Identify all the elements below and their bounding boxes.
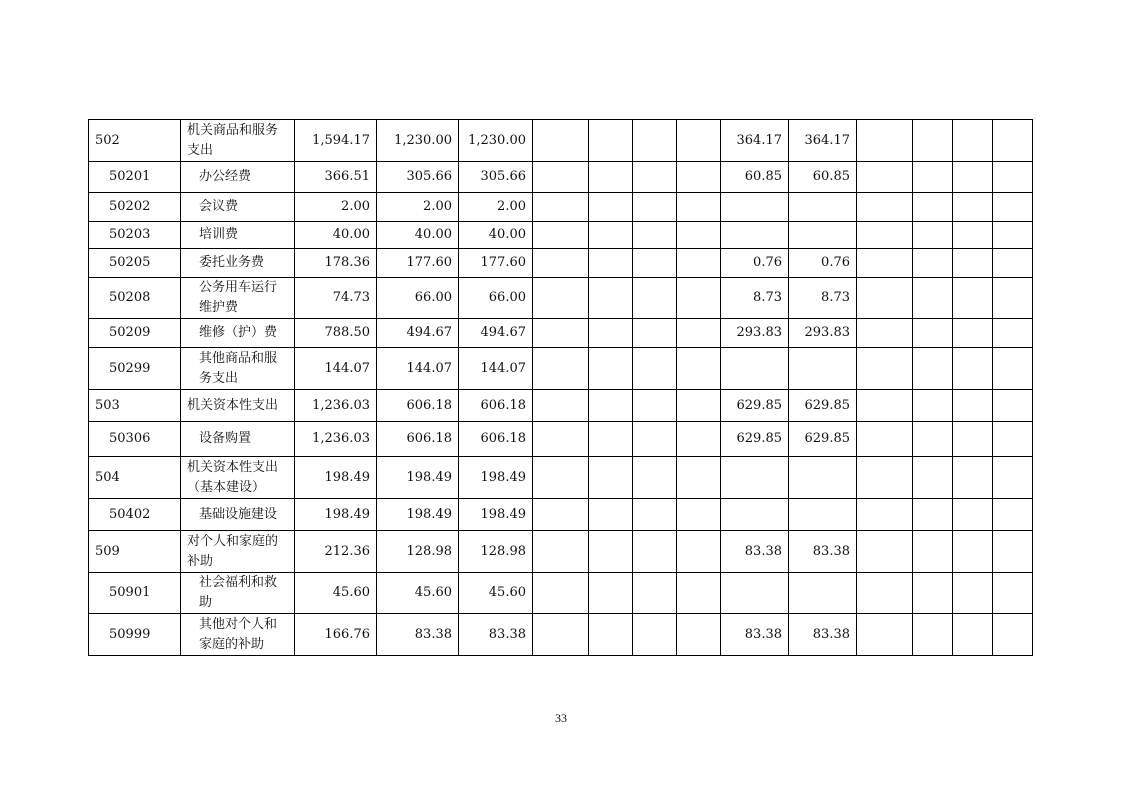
amount-cell: 166.76 <box>295 614 377 656</box>
amount-cell: 178.36 <box>295 249 377 278</box>
table-row <box>89 457 1033 499</box>
amount-cell <box>533 573 589 614</box>
amount-cell: 305.66 <box>377 162 459 193</box>
amount-cell: 606.18 <box>377 422 459 457</box>
table-row <box>89 499 1033 531</box>
amount-cell: 83.38 <box>721 531 789 573</box>
table-row <box>89 614 1033 656</box>
amount-cell <box>857 348 913 390</box>
amount-cell: 788.50 <box>295 319 377 348</box>
amount-cell <box>589 162 633 193</box>
amount-cell <box>533 120 589 162</box>
amount-cell: 198.49 <box>377 499 459 531</box>
account-code-cell: 50299 <box>89 348 181 390</box>
amount-cell: 144.07 <box>459 348 533 390</box>
account-code-cell: 50203 <box>89 222 181 249</box>
account-code-cell: 502 <box>89 120 181 162</box>
amount-cell: 128.98 <box>459 531 533 573</box>
amount-cell: 293.83 <box>721 319 789 348</box>
amount-cell <box>589 120 633 162</box>
amount-cell: 128.98 <box>377 531 459 573</box>
amount-cell: 45.60 <box>377 573 459 614</box>
amount-cell <box>953 319 993 348</box>
amount-cell <box>633 573 677 614</box>
account-name-cell: 其他对个人和家庭的补助 <box>181 614 295 656</box>
amount-cell <box>677 531 721 573</box>
amount-cell <box>677 193 721 222</box>
amount-cell <box>589 249 633 278</box>
amount-cell: 629.85 <box>789 422 857 457</box>
account-code-cell: 50208 <box>89 278 181 319</box>
amount-cell <box>721 193 789 222</box>
amount-cell <box>533 614 589 656</box>
account-code-cell: 50999 <box>89 614 181 656</box>
amount-cell <box>633 193 677 222</box>
amount-cell <box>677 222 721 249</box>
account-code-cell: 50201 <box>89 162 181 193</box>
amount-cell: 293.83 <box>789 319 857 348</box>
amount-cell: 494.67 <box>377 319 459 348</box>
amount-cell <box>993 614 1033 656</box>
amount-cell <box>953 348 993 390</box>
amount-cell: 2.00 <box>377 193 459 222</box>
account-code-cell: 503 <box>89 390 181 422</box>
account-name-cell: 培训费 <box>181 222 295 249</box>
amount-cell <box>633 531 677 573</box>
amount-cell <box>589 499 633 531</box>
amount-cell: 198.49 <box>459 499 533 531</box>
amount-cell <box>993 162 1033 193</box>
amount-cell <box>953 162 993 193</box>
account-name-cell: 办公经费 <box>181 162 295 193</box>
amount-cell <box>857 573 913 614</box>
amount-cell <box>993 120 1033 162</box>
amount-cell <box>677 573 721 614</box>
amount-cell <box>913 120 953 162</box>
amount-cell: 83.38 <box>721 614 789 656</box>
account-name-cell: 基础设施建设 <box>181 499 295 531</box>
amount-cell <box>953 457 993 499</box>
amount-cell <box>633 249 677 278</box>
table-row <box>89 531 1033 573</box>
amount-cell: 198.49 <box>295 457 377 499</box>
account-name-cell: 维修（护）费 <box>181 319 295 348</box>
account-code-cell: 50209 <box>89 319 181 348</box>
amount-cell <box>913 457 953 499</box>
amount-cell: 2.00 <box>459 193 533 222</box>
amount-cell: 1,230.00 <box>377 120 459 162</box>
amount-cell <box>633 278 677 319</box>
amount-cell <box>993 278 1033 319</box>
amount-cell <box>993 319 1033 348</box>
amount-cell: 177.60 <box>459 249 533 278</box>
amount-cell: 40.00 <box>459 222 533 249</box>
amount-cell: 60.85 <box>789 162 857 193</box>
amount-cell: 494.67 <box>459 319 533 348</box>
amount-cell <box>633 422 677 457</box>
amount-cell <box>677 249 721 278</box>
amount-cell <box>589 573 633 614</box>
amount-cell <box>857 319 913 348</box>
amount-cell <box>993 499 1033 531</box>
amount-cell <box>589 390 633 422</box>
amount-cell <box>633 319 677 348</box>
account-code-cell: 50202 <box>89 193 181 222</box>
amount-cell <box>993 222 1033 249</box>
amount-cell: 629.85 <box>721 390 789 422</box>
amount-cell: 364.17 <box>789 120 857 162</box>
amount-cell <box>993 348 1033 390</box>
account-code-cell: 50205 <box>89 249 181 278</box>
table-row <box>89 249 1033 278</box>
amount-cell <box>953 573 993 614</box>
amount-cell: 629.85 <box>721 422 789 457</box>
amount-cell: 66.00 <box>459 278 533 319</box>
account-name-cell: 公务用车运行维护费 <box>181 278 295 319</box>
amount-cell: 1,230.00 <box>459 120 533 162</box>
amount-cell: 0.76 <box>721 249 789 278</box>
amount-cell <box>913 278 953 319</box>
page-number: 33 <box>555 711 567 725</box>
table-row <box>89 422 1033 457</box>
amount-cell: 0.76 <box>789 249 857 278</box>
amount-cell: 144.07 <box>377 348 459 390</box>
amount-cell <box>857 120 913 162</box>
amount-cell <box>589 348 633 390</box>
amount-cell: 629.85 <box>789 390 857 422</box>
amount-cell <box>857 457 913 499</box>
amount-cell <box>857 614 913 656</box>
amount-cell: 366.51 <box>295 162 377 193</box>
amount-cell <box>789 193 857 222</box>
amount-cell <box>913 531 953 573</box>
amount-cell <box>721 457 789 499</box>
amount-cell: 212.36 <box>295 531 377 573</box>
amount-cell <box>721 222 789 249</box>
amount-cell: 66.00 <box>377 278 459 319</box>
account-name-cell: 其他商品和服务支出 <box>181 348 295 390</box>
amount-cell: 305.66 <box>459 162 533 193</box>
account-name-cell: 社会福利和救助 <box>181 573 295 614</box>
amount-cell: 8.73 <box>721 278 789 319</box>
amount-cell <box>953 422 993 457</box>
table-row <box>89 222 1033 249</box>
amount-cell <box>533 162 589 193</box>
amount-cell <box>857 193 913 222</box>
amount-cell <box>993 249 1033 278</box>
amount-cell <box>993 573 1033 614</box>
amount-cell <box>533 249 589 278</box>
amount-cell <box>789 499 857 531</box>
amount-cell <box>857 222 913 249</box>
amount-cell: 2.00 <box>295 193 377 222</box>
amount-cell <box>993 193 1033 222</box>
amount-cell: 74.73 <box>295 278 377 319</box>
amount-cell <box>589 222 633 249</box>
amount-cell <box>589 278 633 319</box>
amount-cell: 606.18 <box>459 422 533 457</box>
amount-cell <box>589 614 633 656</box>
amount-cell <box>677 457 721 499</box>
amount-cell: 606.18 <box>459 390 533 422</box>
amount-cell: 606.18 <box>377 390 459 422</box>
amount-cell <box>721 499 789 531</box>
amount-cell: 40.00 <box>377 222 459 249</box>
amount-cell <box>633 348 677 390</box>
account-name-cell: 机关资本性支出 <box>181 390 295 422</box>
amount-cell: 198.49 <box>459 457 533 499</box>
amount-cell <box>677 390 721 422</box>
table-row <box>89 278 1033 319</box>
amount-cell: 83.38 <box>459 614 533 656</box>
amount-cell <box>533 278 589 319</box>
amount-cell <box>633 457 677 499</box>
table-row <box>89 193 1033 222</box>
amount-cell <box>677 499 721 531</box>
amount-cell: 45.60 <box>459 573 533 614</box>
amount-cell <box>913 249 953 278</box>
amount-cell <box>533 422 589 457</box>
amount-cell <box>953 222 993 249</box>
amount-cell <box>913 422 953 457</box>
account-name-cell: 委托业务费 <box>181 249 295 278</box>
amount-cell <box>857 531 913 573</box>
amount-cell <box>789 222 857 249</box>
amount-cell: 1,594.17 <box>295 120 377 162</box>
amount-cell <box>533 457 589 499</box>
amount-cell <box>677 614 721 656</box>
amount-cell <box>913 390 953 422</box>
account-code-cell: 50901 <box>89 573 181 614</box>
amount-cell <box>633 120 677 162</box>
amount-cell: 177.60 <box>377 249 459 278</box>
amount-cell <box>913 499 953 531</box>
account-code-cell: 504 <box>89 457 181 499</box>
amount-cell <box>789 457 857 499</box>
amount-cell <box>677 348 721 390</box>
amount-cell: 83.38 <box>377 614 459 656</box>
amount-cell <box>589 457 633 499</box>
table-row <box>89 319 1033 348</box>
amount-cell: 45.60 <box>295 573 377 614</box>
account-name-cell: 机关商品和服务支出 <box>181 120 295 162</box>
amount-cell: 40.00 <box>295 222 377 249</box>
amount-cell <box>993 531 1033 573</box>
amount-cell <box>953 120 993 162</box>
amount-cell <box>589 531 633 573</box>
amount-cell <box>633 614 677 656</box>
amount-cell <box>677 162 721 193</box>
amount-cell <box>913 614 953 656</box>
amount-cell <box>913 319 953 348</box>
amount-cell <box>789 573 857 614</box>
amount-cell <box>953 390 993 422</box>
amount-cell <box>721 348 789 390</box>
amount-cell: 83.38 <box>789 614 857 656</box>
amount-cell <box>533 319 589 348</box>
amount-cell <box>677 120 721 162</box>
amount-cell: 198.49 <box>377 457 459 499</box>
amount-cell: 144.07 <box>295 348 377 390</box>
amount-cell <box>589 422 633 457</box>
amount-cell <box>913 162 953 193</box>
account-code-cell: 50402 <box>89 499 181 531</box>
amount-cell <box>857 249 913 278</box>
amount-cell <box>721 573 789 614</box>
amount-cell <box>533 222 589 249</box>
account-code-cell: 509 <box>89 531 181 573</box>
amount-cell: 60.85 <box>721 162 789 193</box>
amount-cell <box>589 193 633 222</box>
amount-cell <box>857 499 913 531</box>
amount-cell: 364.17 <box>721 120 789 162</box>
amount-cell: 1,236.03 <box>295 390 377 422</box>
table-row <box>89 162 1033 193</box>
amount-cell <box>857 162 913 193</box>
amount-cell <box>633 222 677 249</box>
amount-cell <box>993 422 1033 457</box>
amount-cell <box>677 422 721 457</box>
amount-cell <box>633 162 677 193</box>
amount-cell <box>953 614 993 656</box>
amount-cell <box>913 573 953 614</box>
amount-cell <box>993 457 1033 499</box>
table-row <box>89 348 1033 390</box>
account-name-cell: 设备购置 <box>181 422 295 457</box>
account-name-cell: 会议费 <box>181 193 295 222</box>
amount-cell <box>857 422 913 457</box>
amount-cell <box>953 249 993 278</box>
amount-cell <box>533 531 589 573</box>
amount-cell <box>913 193 953 222</box>
amount-cell <box>953 499 993 531</box>
table-row <box>89 390 1033 422</box>
budget-expenditure-table <box>88 119 1033 656</box>
amount-cell: 1,236.03 <box>295 422 377 457</box>
amount-cell <box>913 222 953 249</box>
table-row <box>89 573 1033 614</box>
amount-cell <box>633 499 677 531</box>
amount-cell: 83.38 <box>789 531 857 573</box>
amount-cell <box>533 348 589 390</box>
table-row <box>89 120 1033 162</box>
amount-cell <box>953 278 993 319</box>
account-code-cell: 50306 <box>89 422 181 457</box>
amount-cell <box>913 348 953 390</box>
amount-cell <box>857 390 913 422</box>
account-name-cell: 对个人和家庭的补助 <box>181 531 295 573</box>
amount-cell <box>533 499 589 531</box>
amount-cell <box>633 390 677 422</box>
amount-cell <box>789 348 857 390</box>
amount-cell <box>953 531 993 573</box>
amount-cell <box>533 193 589 222</box>
amount-cell: 198.49 <box>295 499 377 531</box>
amount-cell <box>533 390 589 422</box>
amount-cell <box>993 390 1033 422</box>
amount-cell: 8.73 <box>789 278 857 319</box>
amount-cell <box>677 319 721 348</box>
amount-cell <box>857 278 913 319</box>
amount-cell <box>589 319 633 348</box>
amount-cell <box>953 193 993 222</box>
account-name-cell: 机关资本性支出（基本建设） <box>181 457 295 499</box>
amount-cell <box>677 278 721 319</box>
